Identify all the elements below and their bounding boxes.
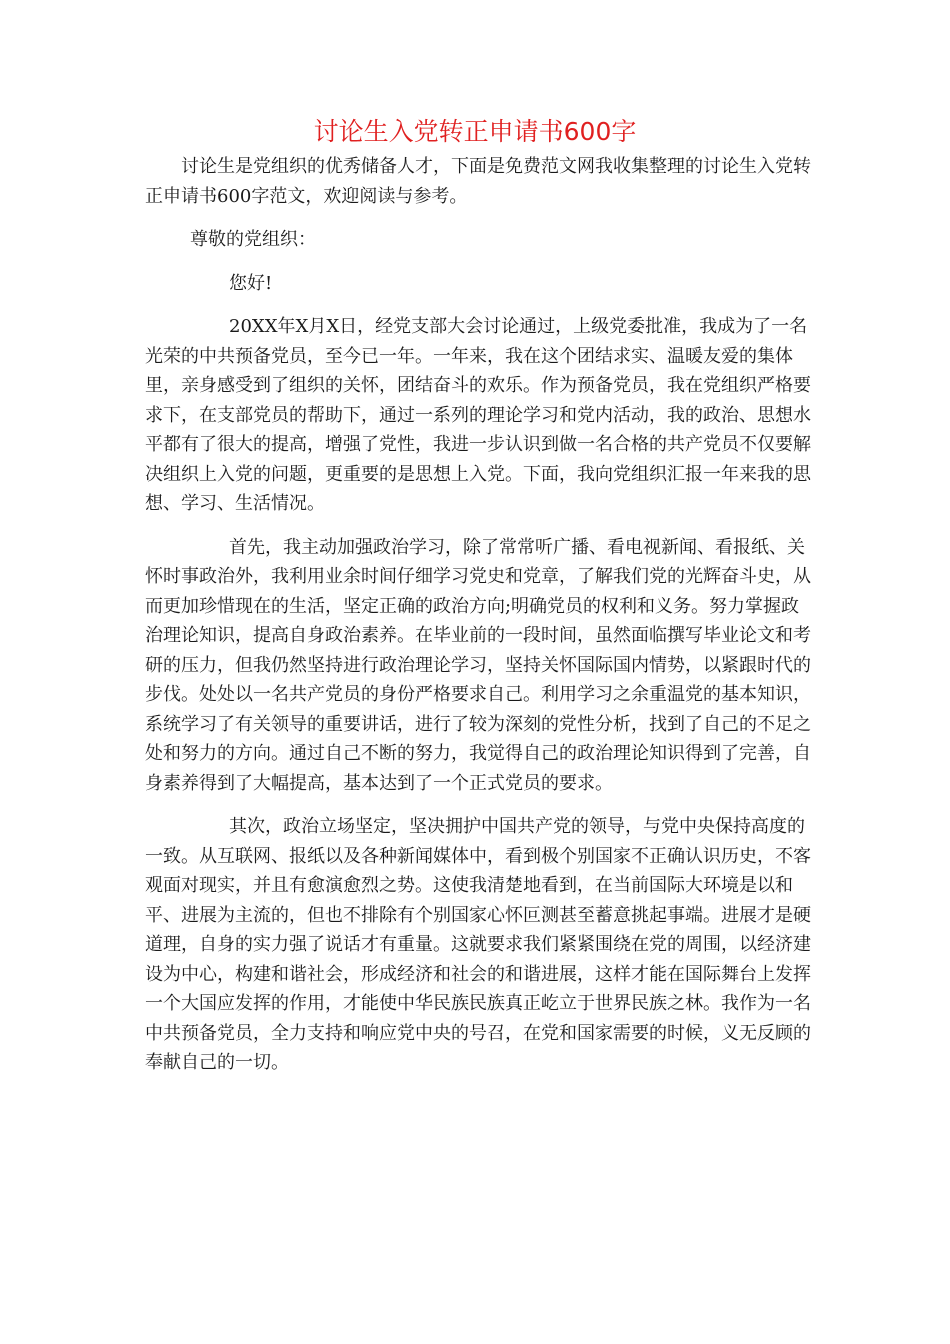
intro-paragraph: 讨论生是党组织的优秀储备人才，下面是免费范文网我收集整理的讨论生入党转正申请书600字范文，欢迎阅读与参考。 <box>145 156 811 207</box>
body-paragraph-1: 20XX年X月X日，经党支部大会讨论通过，上级党委批准，我成为了一名光荣的中共预备党员，至今已一年。一年来，我在这个团结求实、温暖友爱的集体里，亲身感受到了组织的关怀，团结奋斗的欢乐。作为预备党员，我在党组织严格要求下，在支部党员的帮助下，通过一系列的理论学习和党内活动，我的政治、思想水平都有了很大的提高，增强了党性，我进一步认识到做一名合格的共产党员不仅要解决组织上入党的问题，更重要的是思想上入党。下面，我向党组织汇报一年来我的思想、学习、生活情况。 <box>145 316 811 514</box>
body-paragraph-3: 其次，政治立场坚定，坚决拥护中国共产党的领导，与党中央保持高度的一致。从互联网、报纸以及各种新闻媒体中，看到极个别国家不正确认识历史，不客观面对现实，并且有愈演愈烈之势。这使我清楚地看到，在当前国际大环境是以和平、进展为主流的，但也不排除有个别国家心怀叵测甚至蓄意挑起事端。进展才是硬道理，自身的实力强了说话才有重量。这就要求我们紧紧围绕在党的周围，以经济建设为中心，构建和谐社会，形成经济和社会的和谐进展，这样才能在国际舞台上发挥一个大国应发挥的作用，才能使中华民族民族真正屹立于世界民族之林。我作为一名中共预备党员，全力支持和响应党中央的号召，在党和国家需要的时候，义无反顾的奉献自己的一切。 <box>145 816 811 1073</box>
salutation: 尊敬的党组织： <box>190 229 316 250</box>
body-paragraph-2: 首先，我主动加强政治学习，除了常常听广播、看电视新闻、看报纸、关怀时事政治外，我利用业余时间仔细学习党史和党章，了解我们党的光辉奋斗史，从而更加珍惜现在的生活，坚定正确的政治方向;明确党员的权利和义务。努力掌握政治理论知识，提高自身政治素养。在毕业前的一段时间，虽然面临撰写毕业论文和考研的压力，但我仍然坚持进行政治理论学习，坚持关怀国际国内情势，以紧跟时代的步伐。处处以一名共产党员的身份严格要求自己。利用学习之余重温党的基本知识，系统学习了有关领导的重要讲话，进行了较为深刻的党性分析，找到了自己的不足之处和努力的方向。通过自己不断的努力，我觉得自己的政治理论知识得到了完善，自身素养得到了大幅提高，基本达到了一个正式党员的要求。 <box>145 536 811 794</box>
document-body <box>145 152 815 1092</box>
document-title: 讨论生入党转正申请书600字 <box>313 117 637 146</box>
greeting: 您好! <box>229 272 273 294</box>
